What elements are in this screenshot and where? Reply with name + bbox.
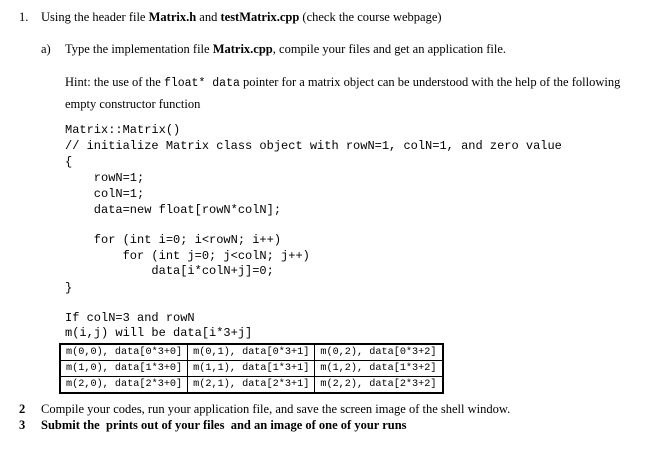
test-filename: testMatrix.cpp bbox=[220, 10, 300, 24]
header-filename: Matrix.h bbox=[148, 10, 197, 24]
code-line: for (int j=0; j<colN; j++) bbox=[65, 249, 310, 263]
item-a-marker: a) bbox=[41, 42, 51, 56]
item-a-suffix: , compile your files and get an application file. bbox=[272, 42, 507, 56]
table-cell: m(0,2), data[0*3+2] bbox=[315, 344, 443, 361]
item-2-number: 2 bbox=[19, 402, 26, 416]
table-cell: m(2,2), data[2*3+2] bbox=[315, 377, 443, 394]
index-table bbox=[59, 343, 444, 394]
table-row bbox=[60, 344, 443, 361]
hint-paragraph bbox=[65, 72, 650, 114]
item-3-number: 3 bbox=[19, 418, 26, 432]
item-1-text bbox=[41, 10, 442, 25]
hint-code: float* data bbox=[163, 77, 240, 90]
hint-prefix: Hint: the use of the bbox=[65, 75, 164, 89]
code-line: // initialize Matrix class object with rowN=1, colN=1, and zero value bbox=[65, 139, 562, 153]
item-1-prefix: Using the header file bbox=[41, 10, 149, 24]
item-3-text: Submit the prints out of your files and an image of one of your runs bbox=[41, 418, 407, 432]
table-cell: m(1,2), data[1*3+2] bbox=[315, 361, 443, 377]
code-line: data=new float[rowN*colN]; bbox=[65, 203, 282, 217]
note-line: m(i,j) will be data[i*3+j] bbox=[65, 326, 253, 340]
item-1-middle: and bbox=[196, 10, 221, 24]
table-cell: m(1,1), data[1*3+1] bbox=[188, 361, 315, 377]
table-cell: m(2,1), data[2*3+1] bbox=[188, 377, 315, 394]
code-line: colN=1; bbox=[65, 187, 145, 201]
code-line: rowN=1; bbox=[65, 171, 145, 185]
table-row bbox=[60, 377, 443, 394]
table-cell: m(0,0), data[0*3+0] bbox=[60, 344, 188, 361]
item-a-text bbox=[65, 42, 506, 57]
code-line: for (int i=0; i<rowN; i++) bbox=[65, 233, 282, 247]
table-cell: m(2,0), data[2*3+0] bbox=[60, 377, 188, 394]
code-line: { bbox=[65, 155, 73, 169]
code-line: data[i*colN+j]=0; bbox=[65, 264, 274, 278]
code-line: Matrix::Matrix() bbox=[65, 123, 181, 137]
item-1-number: 1. bbox=[19, 10, 29, 24]
implementation-filename: Matrix.cpp bbox=[212, 42, 273, 56]
hint-suffix: pointer for a matrix object can be understood with the help of the following empty constructor function bbox=[65, 75, 621, 111]
table-cell: m(1,0), data[1*3+0] bbox=[60, 361, 188, 377]
table-cell: m(0,1), data[0*3+1] bbox=[188, 344, 315, 361]
item-a-prefix: Type the implementation file bbox=[65, 42, 213, 56]
code-line: } bbox=[65, 281, 73, 295]
item-2-text: Compile your codes, run your application file, and save the screen image of the shell window. bbox=[41, 402, 511, 416]
table-row bbox=[60, 361, 443, 377]
note-line: If colN=3 and rowN bbox=[65, 311, 195, 325]
item-1-suffix: (check the course webpage) bbox=[299, 10, 442, 24]
